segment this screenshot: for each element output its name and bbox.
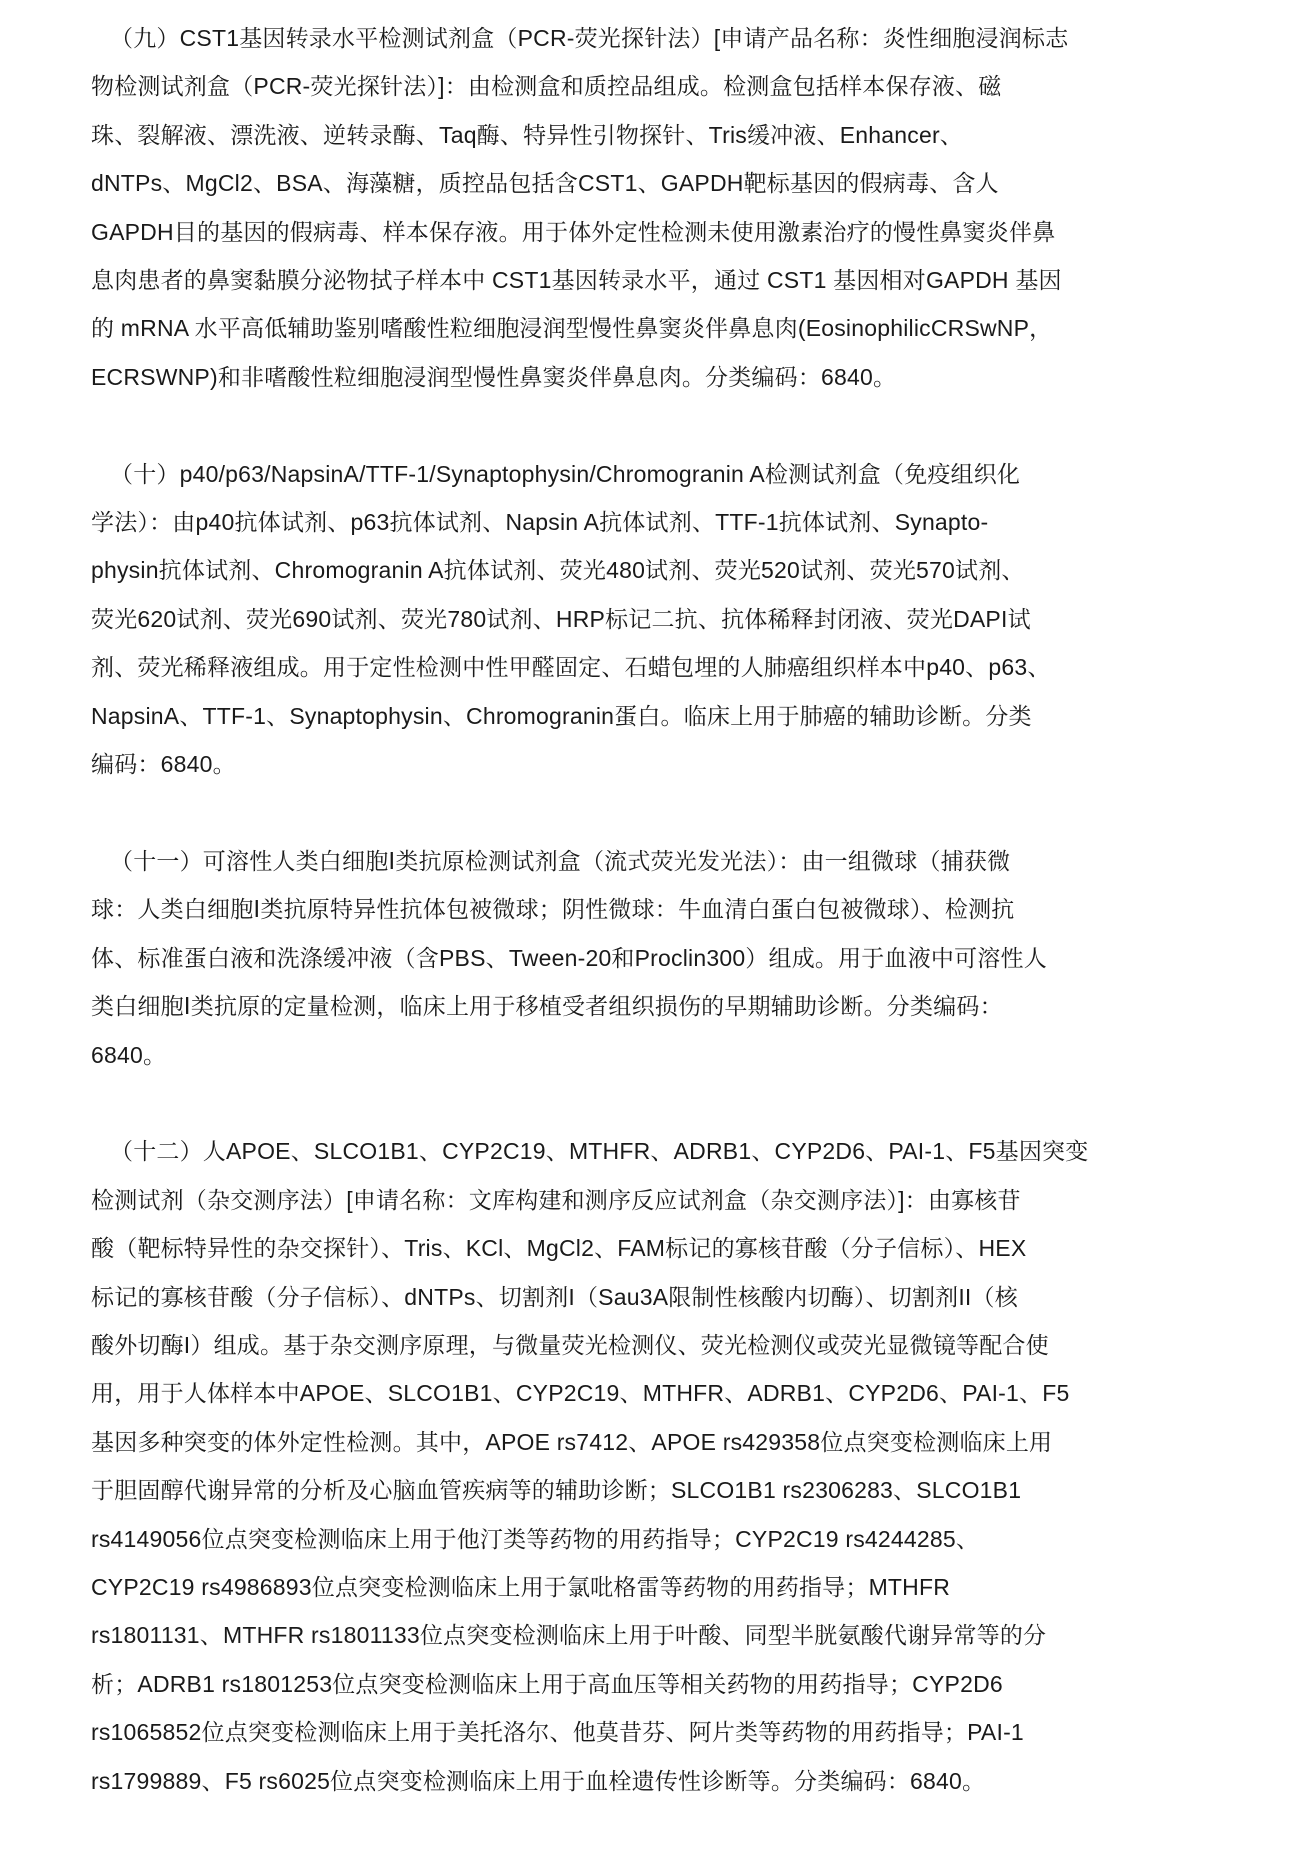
text-line: （十）p40/p63/NapsinA/TTF-1/Synaptophysin/Chromogranin A检测试剂盒（免疫组织化 — [110, 460, 1021, 487]
text-line: 酸外切酶I）组成。基于杂交测序原理，与微量荧光检测仪、荧光检测仪或荧光显微镜等配合使 — [91, 1331, 1049, 1358]
text-line: rs1065852位点突变检测临床上用于美托洛尔、他莫昔芬、阿片类等药物的用药指导；PAI-1 — [91, 1719, 1024, 1746]
text-line: 学法）：由p40抗体试剂、p63抗体试剂、Napsin A抗体试剂、TTF-1抗体试剂、Synapto- — [91, 509, 989, 536]
text-line: CYP2C19 rs4986893位点突变检测临床上用于氯吡格雷等药物的用药指导；MTHFR — [91, 1573, 951, 1600]
text-line: 类白细胞Ⅰ类抗原的定量检测，临床上用于移植受者组织损伤的早期辅助诊断。分类编码： — [91, 993, 1003, 1020]
paragraph-item-9 — [91, 14, 1242, 401]
text-line: 酸（靶标特异性的杂交探针）、Tris、KCl、MgCl2、FAM标记的寡核苷酸（分子信标）、HEX — [91, 1235, 1027, 1262]
text-line: rs4149056位点突变检测临床上用于他汀类等药物的用药指导；CYP2C19 rs4244285、 — [91, 1525, 980, 1552]
document-body — [91, 14, 1242, 1805]
text-line: （九）CST1基因转录水平检测试剂盒（PCR-荧光探针法）[申请产品名称：炎性细胞浸润标志 — [110, 25, 1069, 51]
text-line: 荧光620试剂、荧光690试剂、荧光780试剂、HRP标记二抗、抗体稀释封闭液、荧光DAPI试 — [91, 605, 1031, 632]
text-line: 珠、裂解液、漂洗液、逆转录酶、Taq酶、特异性引物探针、Tris缓冲液、Enhancer、 — [91, 121, 964, 148]
text-line: 标记的寡核苷酸（分子信标）、dNTPs、切割剂I（Sau3A限制性核酸内切酶）、切割剂II（核 — [91, 1283, 1018, 1310]
paragraph-item-10 — [91, 450, 1242, 789]
text-line: 息肉患者的鼻窦黏膜分泌物拭子样本中 CST1基因转录水平，通过 CST1 基因相对GAPDH 基因 — [91, 267, 1062, 294]
text-line: 的 mRNA 水平高低辅助鉴别嗜酸性粒细胞浸润型慢性鼻窦炎伴鼻息肉(EosinophilicCRSwNP， — [91, 315, 1053, 342]
text-line: （十一）可溶性人类白细胞Ⅰ类抗原检测试剂盒（流式荧光发光法）：由一组微球（捕获微 — [110, 847, 1011, 874]
text-line: rs1799889、F5 rs6025位点突变检测临床上用于血栓遗传性诊断等。分类编码：6840。 — [91, 1767, 986, 1794]
text-line: 编码：6840。 — [91, 751, 236, 778]
text-line: physin抗体试剂、Chromogranin A抗体试剂、荧光480试剂、荧光520试剂、荧光570试剂、 — [91, 557, 1025, 584]
text-line: （十二）人APOE、SLCO1B1、CYP2C19、MTHFR、ADRB1、CYP2D6、PAI-1、F5基因突变 — [110, 1138, 1089, 1165]
text-line: 于胆固醇代谢异常的分析及心脑血管疾病等的辅助诊断；SLCO1B1 rs2306283、SLCO1B1 — [91, 1477, 1022, 1504]
text-line: 球：人类白细胞Ⅰ类抗原特异性抗体包被微球；阴性微球：牛血清白蛋白包被微球）、检测抗 — [91, 896, 1015, 923]
text-line: 剂、荧光稀释液组成。用于定性检测中性甲醛固定、石蜡包埋的人肺癌组织样本中p40、p63、 — [91, 654, 1051, 681]
paragraph-item-11 — [91, 837, 1242, 1079]
text-line: 析；ADRB1 rs1801253位点突变检测临床上用于高血压等相关药物的用药指导；CYP2D6 — [91, 1670, 1003, 1697]
paragraph-item-12 — [91, 1127, 1242, 1805]
text-line: 检测试剂（杂交测序法）[申请名称：文库构建和测序反应试剂盒（杂交测序法）]：由寡核苷 — [91, 1186, 1021, 1213]
text-line: ECRSWNP)和非嗜酸性粒细胞浸润型慢性鼻窦炎伴鼻息肉。分类编码：6840。 — [91, 363, 897, 390]
text-line: dNTPs、MgCl2、BSA、海藻糖，质控品包括含CST1、GAPDH靶标基因的假病毒、含人 — [91, 170, 999, 197]
text-line: rs1801131、MTHFR rs1801133位点突变检测临床上用于叶酸、同型半胱氨酸代谢异常等的分 — [91, 1622, 1047, 1649]
text-line: 物检测试剂盒（PCR-荧光探针法）]：由检测盒和质控品组成。检测盒包括样本保存液、磁 — [91, 73, 1002, 100]
text-line: 用，用于人体样本中APOE、SLCO1B1、CYP2C19、MTHFR、ADRB1、CYP2D6、PAI-1、F5 — [91, 1380, 1070, 1407]
text-line: GAPDH目的基因的假病毒、样本保存液。用于体外定性检测未使用激素治疗的慢性鼻窦炎伴鼻 — [91, 218, 1056, 245]
text-line: 基因多种突变的体外定性检测。其中，APOE rs7412、APOE rs429358位点突变检测临床上用 — [91, 1428, 1053, 1455]
text-line: NapsinA、TTF-1、Synaptophysin、Chromogranin蛋白。临床上用于肺癌的辅助诊断。分类 — [91, 702, 1032, 729]
text-line: 6840。 — [91, 1041, 167, 1068]
text-line: 体、标准蛋白液和洗涤缓冲液（含PBS、Tween-20和Proclin300）组成。用于血液中可溶性人 — [91, 944, 1047, 971]
